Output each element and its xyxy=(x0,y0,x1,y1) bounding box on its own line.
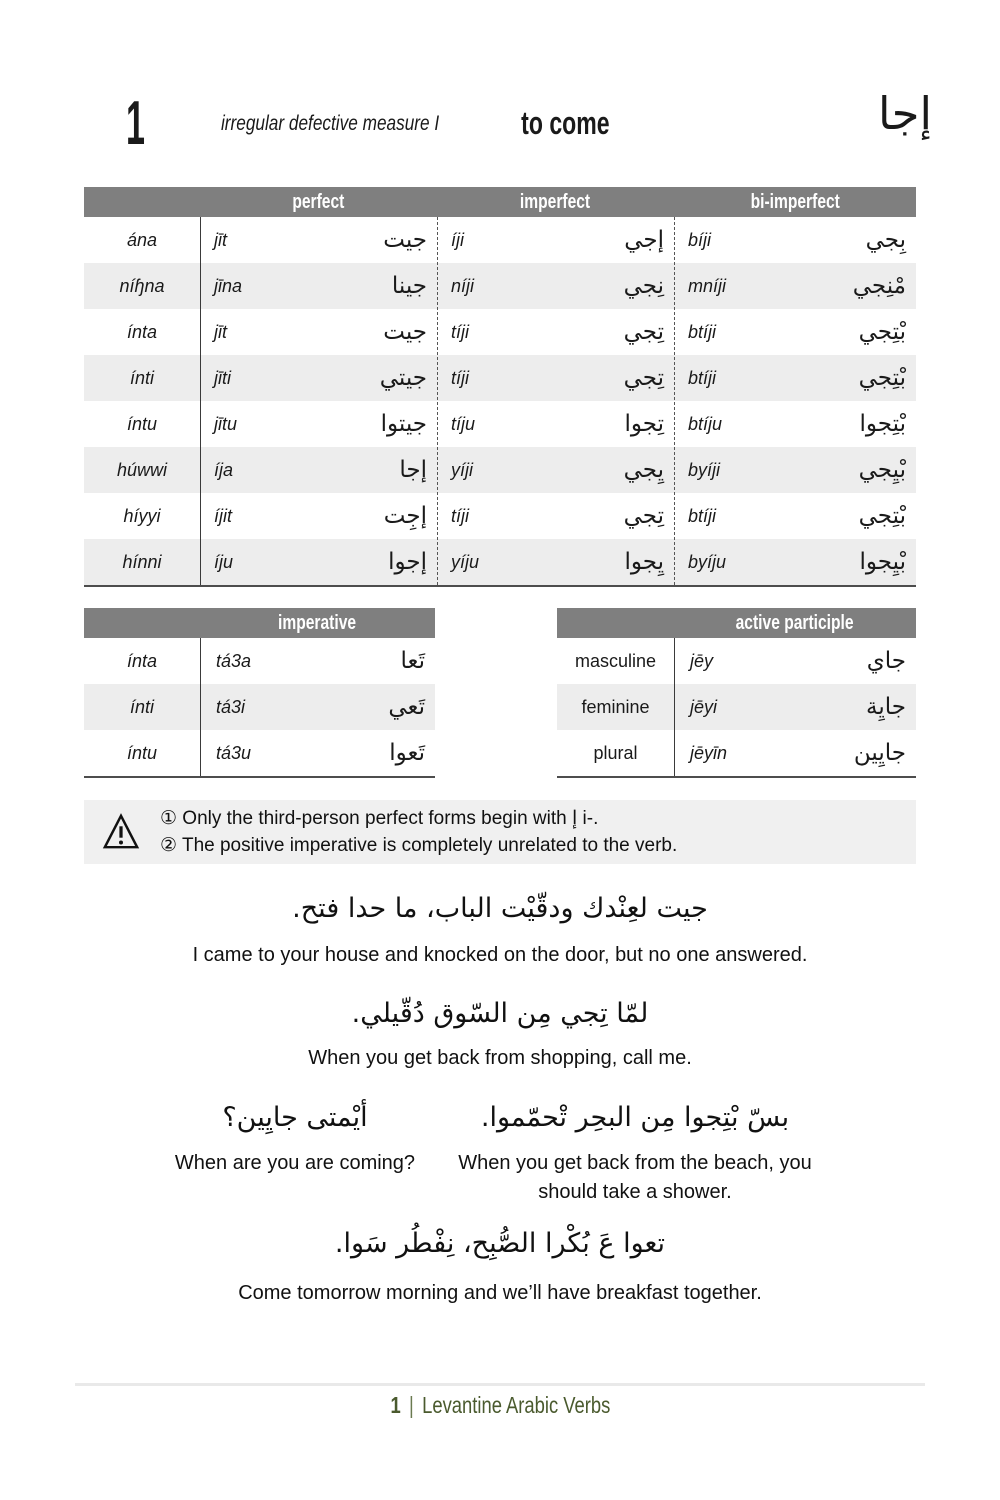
arabic-form: مْنِجي xyxy=(852,273,906,299)
footer-divider xyxy=(75,1383,925,1386)
table-row xyxy=(84,309,916,355)
warning-icon xyxy=(102,813,140,856)
verb-title-arabic: إجا xyxy=(877,87,932,140)
transliteration: níji xyxy=(451,275,475,296)
verb-measure-text: irregular defective measure I xyxy=(220,112,440,135)
pronoun: húwwi xyxy=(116,459,168,480)
arabic-form: جايِة xyxy=(866,694,906,720)
table-row xyxy=(557,684,916,730)
example-1-arabic: جيت لعِنْدك ودقّيْت الباب، ما حدا فتح. xyxy=(292,893,708,924)
arabic-form: إجوا xyxy=(388,549,427,575)
transliteration: tá3a xyxy=(216,650,252,671)
transliteration: byíji xyxy=(688,459,721,480)
transliteration: jēy xyxy=(690,650,714,671)
transliteration: íjit xyxy=(214,505,232,526)
example-4-english: When you get back from the beach, you should take a shower. xyxy=(458,1152,812,1203)
pronoun: ána xyxy=(126,229,158,250)
footer-page-number: 1 xyxy=(390,1392,401,1418)
arabic-form: بْيِجي xyxy=(858,457,906,483)
table-row xyxy=(84,730,435,776)
footer-separator: | xyxy=(408,1392,414,1418)
gender-label: masculine xyxy=(574,650,657,671)
transliteration: yíji xyxy=(451,459,473,480)
column-divider-dashed xyxy=(437,217,438,585)
transliteration: tíju xyxy=(451,413,476,434)
column-divider-dashed xyxy=(674,217,675,585)
gender-label: plural xyxy=(593,742,638,763)
column-header-imperative: imperative xyxy=(278,611,357,634)
arabic-form: جاي xyxy=(866,648,906,674)
table-row xyxy=(84,401,916,447)
column-divider xyxy=(200,638,201,776)
transliteration: íja xyxy=(214,459,234,480)
example-1-english: I came to your house and knocked on the door, but no one answered. xyxy=(192,944,808,966)
column-divider xyxy=(674,638,675,776)
note-item: ② The positive imperative is completely unrelated to the verb. xyxy=(160,835,678,856)
pronoun: níɧna xyxy=(119,275,165,296)
note-item: ① Only the third-person perfect forms begin with إ i-. xyxy=(160,808,599,829)
pronoun: ínti xyxy=(129,696,154,717)
footer xyxy=(0,1392,1000,1419)
pronoun: ínta xyxy=(126,650,158,671)
column-header-active-participle: active participle xyxy=(736,611,854,634)
transliteration: tá3u xyxy=(216,742,252,763)
example-5-arabic: تعوا عَ بُكْرا الصُّبِح، نِفْطُر سَوا. xyxy=(334,1228,666,1259)
transliteration: jīti xyxy=(214,367,231,388)
arabic-form: تَعي xyxy=(388,694,425,720)
arabic-form: جايِين xyxy=(853,740,906,766)
example-2-english: When you get back from shopping, call me. xyxy=(308,1047,692,1069)
transliteration: tá3i xyxy=(216,696,246,717)
pronoun: íntu xyxy=(126,413,158,434)
table-row xyxy=(84,684,435,730)
example-5-english: Come tomorrow morning and we’ll have breakfast together. xyxy=(238,1282,762,1304)
arabic-form: يِجي xyxy=(623,457,664,483)
transliteration: btíji xyxy=(688,367,717,388)
arabic-form: يِجوا xyxy=(624,549,664,575)
table-row xyxy=(84,447,916,493)
notes-text xyxy=(160,805,906,859)
notes-box xyxy=(84,800,916,864)
table-row xyxy=(84,355,916,401)
arabic-form: جينا xyxy=(391,273,427,299)
arabic-form: جيت xyxy=(383,319,427,345)
footer-book-title: Levantine Arabic Verbs xyxy=(421,1392,610,1418)
transliteration: jīt xyxy=(214,229,227,250)
transliteration: mníji xyxy=(688,275,727,296)
table-row xyxy=(557,730,916,776)
arabic-form: جيتوا xyxy=(380,411,427,437)
arabic-form: بْتِجي xyxy=(858,365,906,391)
verb-title-english-text: to come xyxy=(520,105,610,141)
transliteration: tíji xyxy=(451,367,469,388)
transliteration: tíji xyxy=(451,505,469,526)
example-3-arabic: أيْمتى جايِين؟ xyxy=(222,1102,368,1133)
table-row xyxy=(84,539,916,585)
arabic-form: إجي xyxy=(624,227,664,253)
transliteration: jītu xyxy=(214,413,238,434)
gender-label: feminine xyxy=(581,696,650,717)
transliteration: jēyi xyxy=(690,696,718,717)
pronoun: hínni xyxy=(122,551,162,572)
column-header-perfect: perfect xyxy=(292,190,345,213)
pronoun: íntu xyxy=(126,742,158,763)
arabic-form: تَعا xyxy=(400,648,425,674)
arabic-form: بِجي xyxy=(865,227,906,253)
arabic-form: إجِت xyxy=(383,503,427,529)
table-row xyxy=(84,263,916,309)
example-4 xyxy=(435,1102,835,1207)
transliteration: íju xyxy=(214,551,234,572)
transliteration: btíji xyxy=(688,321,717,342)
arabic-form: بْتِجوا xyxy=(859,411,906,437)
imperative-table-header xyxy=(84,608,435,638)
conjugation-table xyxy=(84,187,916,587)
verb-number-text: 1 xyxy=(126,89,144,158)
header-spacer xyxy=(84,187,200,217)
arabic-form: تِجي xyxy=(623,365,664,391)
transliteration: jīt xyxy=(214,321,227,342)
arabic-form: جيتي xyxy=(379,365,427,391)
conjugation-table-header xyxy=(84,187,916,217)
verb-title-english xyxy=(450,105,680,142)
example-3 xyxy=(110,1102,480,1178)
arabic-form: تَعوا xyxy=(389,740,425,766)
arabic-form: تِجي xyxy=(623,319,664,345)
header-spacer xyxy=(557,608,674,638)
column-divider xyxy=(200,217,201,585)
transliteration: íji xyxy=(451,229,464,250)
table-row xyxy=(84,217,916,263)
arabic-form: بْيِجوا xyxy=(859,549,906,575)
arabic-form: تِجوا xyxy=(624,411,664,437)
transliteration: btíji xyxy=(688,505,717,526)
header-spacer xyxy=(84,608,200,638)
table-row xyxy=(84,638,435,684)
pronoun: ínti xyxy=(129,367,154,388)
arabic-form: تِجي xyxy=(623,503,664,529)
pronoun: ínta xyxy=(126,321,158,342)
transliteration: bíji xyxy=(688,229,712,250)
example-3-english: When are you are coming? xyxy=(174,1152,416,1174)
transliteration: jīna xyxy=(214,275,243,296)
transliteration: tíji xyxy=(451,321,469,342)
verb-measure xyxy=(165,112,495,136)
column-header-bi-imperfect: bi-imperfect xyxy=(750,190,840,213)
verb-number xyxy=(126,88,158,159)
example-2-arabic: لمّا تِجي مِن السّوق دُقّيلي. xyxy=(351,998,649,1029)
table-row xyxy=(557,638,916,684)
transliteration: byíju xyxy=(688,551,727,572)
arabic-form: بْتِجي xyxy=(858,503,906,529)
transliteration: yíju xyxy=(451,551,480,572)
arabic-form: نِجي xyxy=(623,273,664,299)
column-header-imperfect: imperfect xyxy=(520,190,591,213)
arabic-form: بْتِجي xyxy=(858,319,906,345)
transliteration: jēyīn xyxy=(690,742,728,763)
active-participle-table xyxy=(557,608,916,778)
arabic-form: إجا xyxy=(399,457,427,483)
arabic-form: جيت xyxy=(383,227,427,253)
pronoun: híyyi xyxy=(123,505,161,526)
imperative-table xyxy=(84,608,435,778)
active-participle-table-header xyxy=(557,608,916,638)
transliteration: btíju xyxy=(688,413,723,434)
example-4-arabic: بسّ بْتِجوا مِن البحِر تْحمّموا. xyxy=(480,1102,790,1133)
table-row xyxy=(84,493,916,539)
